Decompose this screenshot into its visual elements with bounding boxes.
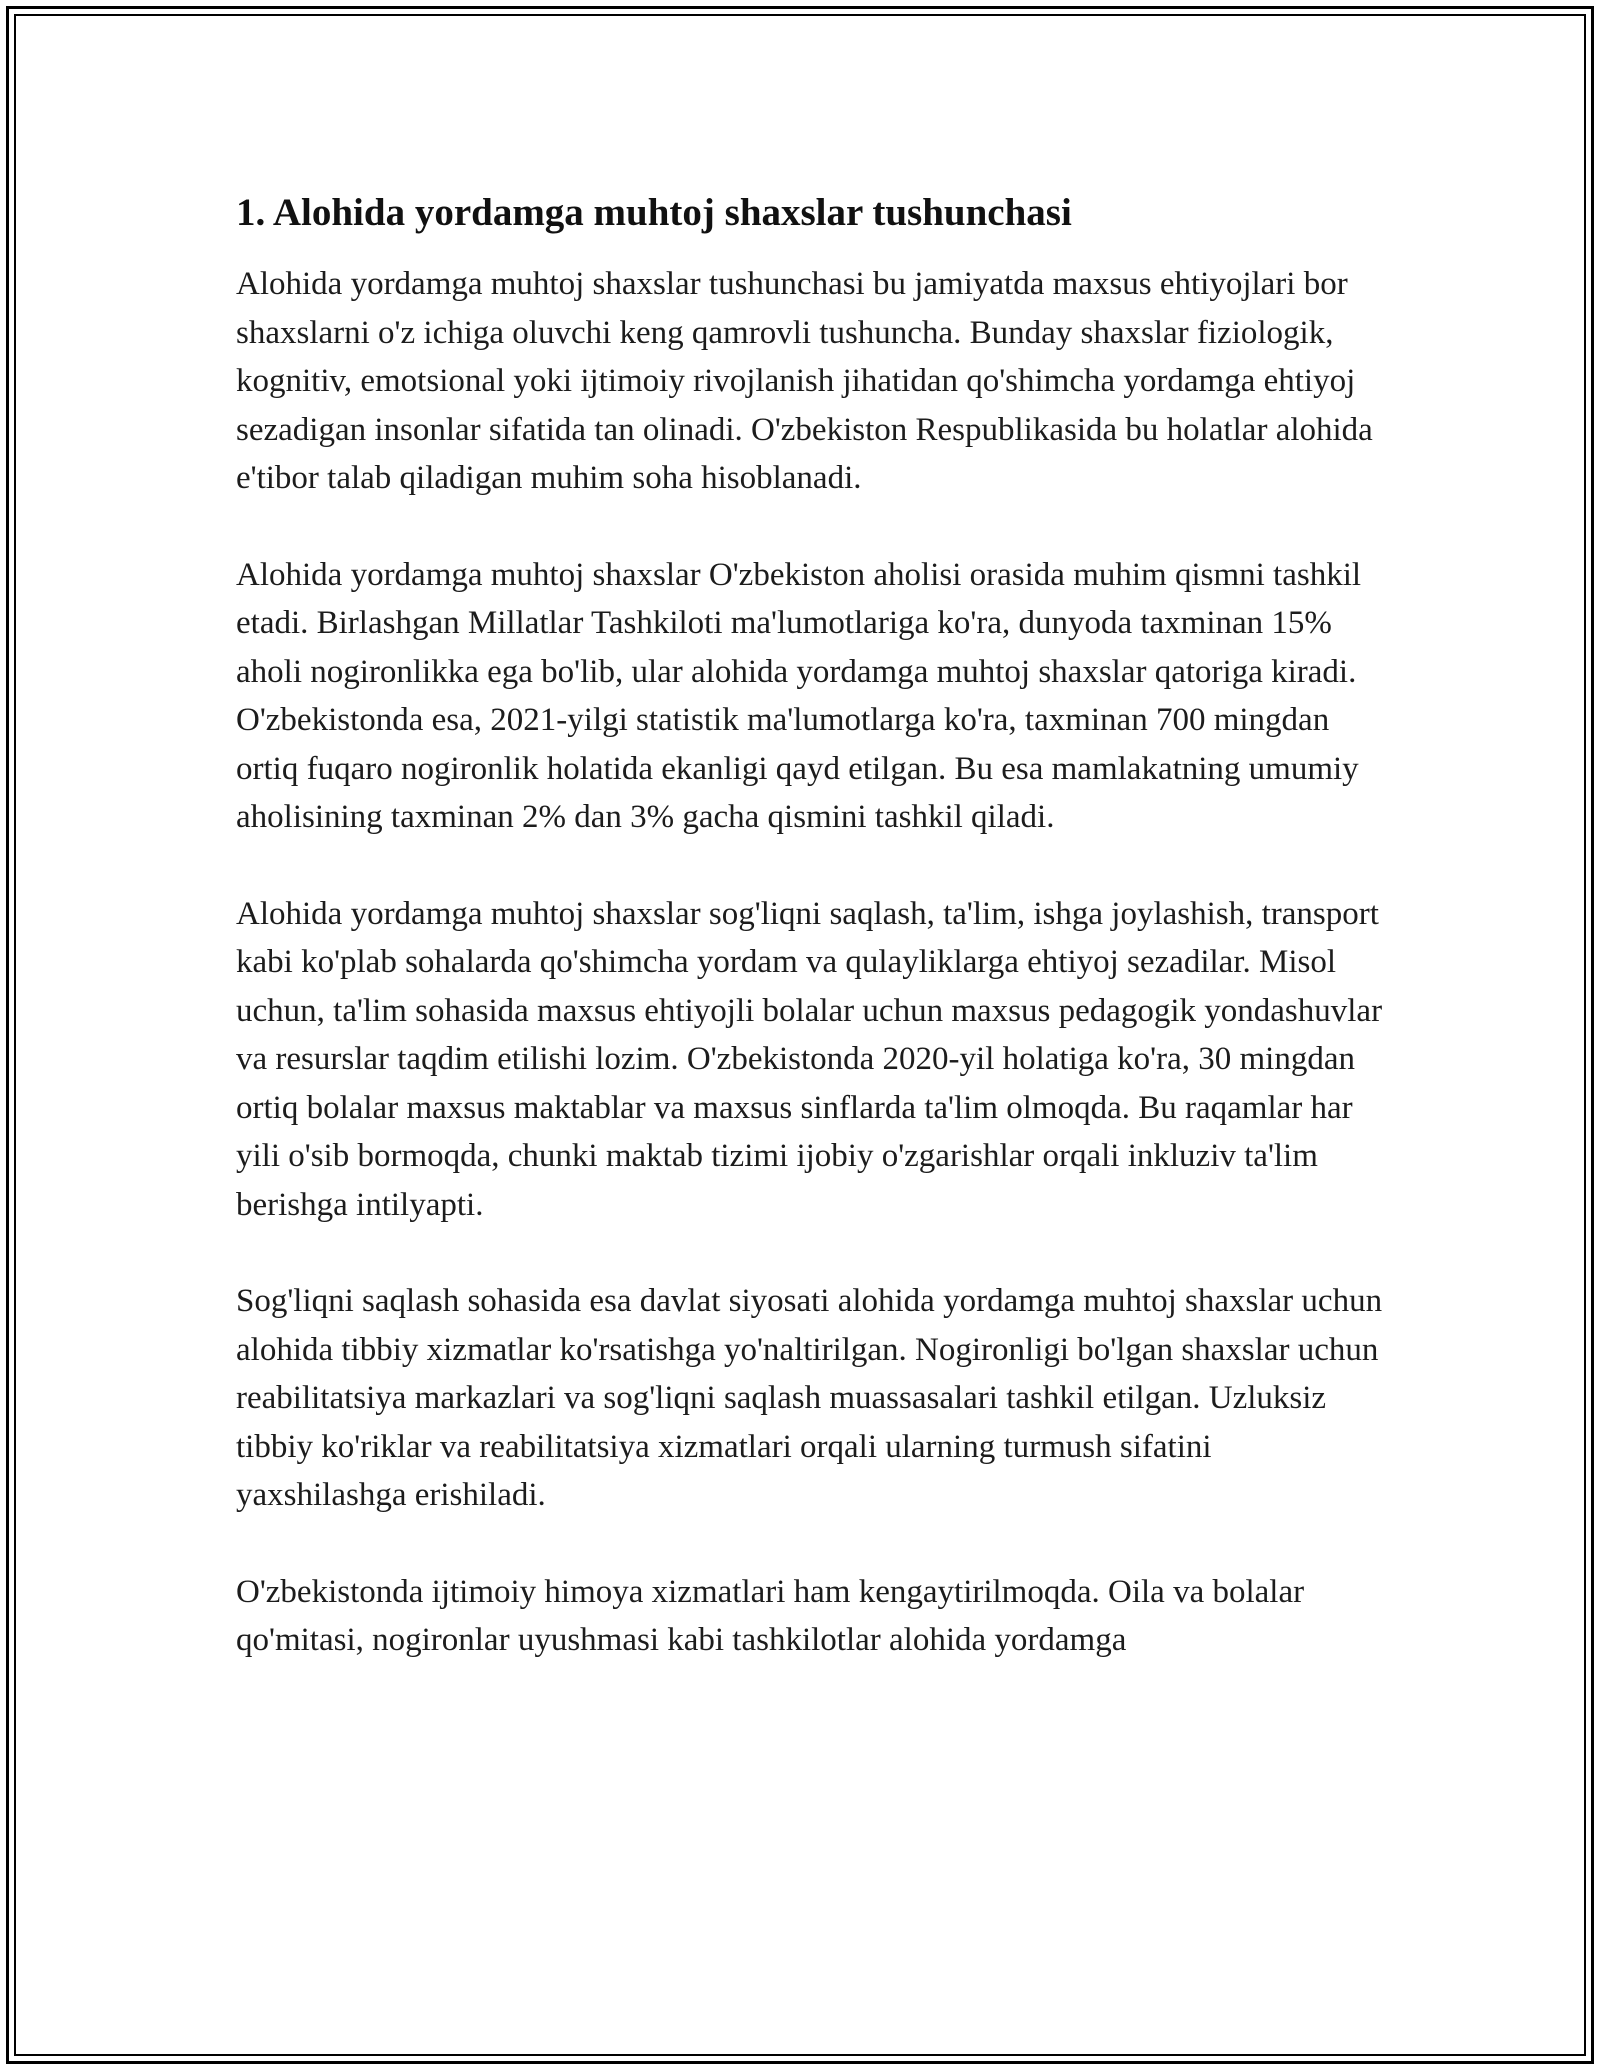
paragraph-5: O'zbekistonda ijtimoiy himoya xizmatlari ham kengaytirilmoqda. Oila va bolalar qo'mitasi, nogironlar uyushmasi kabi tashkilotlar alohida yordamga	[236, 1573, 1305, 1658]
paragraph-4: Sog'liqni saqlash sohasida esa davlat siyosati alohida yordamga muhtoj shaxslar uchun alohida tibbiy xizmatlar ko'rsatishga yo'naltirilgan. Nogironligi bo'lgan shaxslar uchun reabilitatsiya markazlari va sog'liqni saqlash muassasalari tashkil etilgan. Uzluksiz tibbiy ko'riklar va reabilitatsiya xizmatlari orqali ularning turmush sifatini yaxshilashga erishiladi.	[236, 1283, 1383, 1513]
paragraph-3: Alohida yordamga muhtoj shaxslar sog'liqni saqlash, ta'lim, ishga joylashish, transport kabi ko'plab sohalarda qo'shimcha yordam va qulayliklarga ehtiyoj sezadilar. Misol uchun, ta'lim sohasida maxsus ehtiyojli bolalar uchun maxsus pedagogik yondashuvlar va resurslar taqdim etilishi lozim. O'zbekistonda 2020-yil holatiga ko'ra, 30 mingdan ortiq bolalar maxsus maktablar va maxsus sinflarda ta'lim olmoqda. Bu raqamlar har yili o'sib bormoqda, chunki maktab tizimi ijobiy o'zgarishlar orqali inkluziv ta'lim berishga intilyapti.	[236, 895, 1383, 1223]
paragraph-1: Alohida yordamga muhtoj shaxslar tushunchasi bu jamiyatda maxsus ehtiyojlari bor shaxslarni o'z ichiga oluvchi keng qamrovli tushuncha. Bunday shaxslar fiziologik, kognitiv, emotsional yoki ijtimoiy rivojlanish jihatidan qo'shimcha yordamga ehtiyoj sezadigan insonlar sifatida tan olinadi. O'zbekiston Respublikasida bu holatlar alohida e'tibor talab qiladigan muhim soha hisoblanadi.	[236, 266, 1373, 496]
section-title: 1. Alohida yordamga muhtoj shaxslar tushunchasi	[236, 191, 1072, 234]
paragraph-2: Alohida yordamga muhtoj shaxslar O'zbekiston aholisi orasida muhim qismni tashkil etadi. Birlashgan Millatlar Tashkiloti ma'lumotlariga ko'ra, dunyoda taxminan 15% aholi nogironlikka ega bo'lib, ular alohida yordamga muhtoj shaxslar qatoriga kiradi. O'zbekistonda esa, 2021-yilgi statistik ma'lumotlarga ko'ra, taxminan 700 mingdan ortiq fuqaro nogironlik holatida ekanligi qayd etilgan. Bu esa mamlakatning umumiy aholisining taxminan 2% dan 3% gacha qismini tashkil qiladi.	[236, 556, 1362, 835]
document-body	[236, 186, 1386, 1713]
